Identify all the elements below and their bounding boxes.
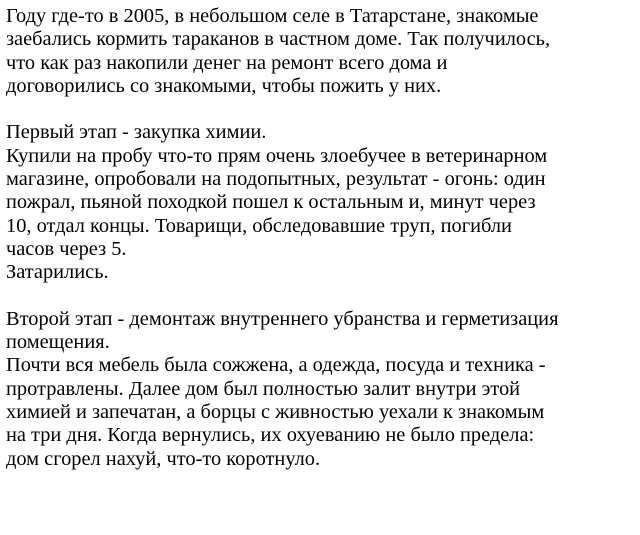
text-line: Первый этап - закупка химии. (6, 121, 267, 144)
paragraph-gap (6, 98, 634, 121)
text-line: заебались кормить тараканов в частном доме. Так получилось, (6, 28, 551, 51)
text-line: пожрал, пьяной походкой пошел к остальным и, минут через (6, 191, 536, 214)
text-line: часов через 5. (6, 237, 127, 260)
paragraph-stage-two (6, 308, 634, 471)
text-line: Второй этап - демонтаж внутреннего убранства и герметизация (6, 307, 559, 330)
text-line: протравлены. Далее дом был полностью залит внутри этой (6, 377, 521, 400)
text-line: помещения. (6, 331, 110, 354)
text-line: договорились со знакомыми, чтобы пожить у них. (6, 74, 442, 97)
text-line: Почти вся мебель была сожжена, а одежда, посуда и техника - (6, 354, 546, 377)
paragraph-gap (6, 285, 634, 308)
text-line: магазине, опробовали на подопытных, результат - огонь: один (6, 168, 546, 191)
text-line: химией и запечатан, а борцы с живностью уехали к знакомым (6, 401, 545, 424)
text-line: Купили на пробу что-то прям очень злоебучее в ветеринарном (6, 144, 548, 167)
paragraph-stage-one (6, 121, 634, 284)
text-line: Году где-то в 2005, в небольшом селе в Татарстане, знакомые (6, 5, 539, 27)
text-line: 10, отдал концы. Товарищи, обследовавшие труп, погибли (6, 214, 512, 237)
text-line: на три дня. Когда вернулись, их охуеванию не было предела: (6, 424, 535, 447)
text-line: дом сгорел нахуй, что-то коротнуло. (6, 447, 321, 470)
text-line: что как раз накопили денег на ремонт всего дома и (6, 51, 448, 74)
text-line: Затарились. (6, 261, 109, 284)
paragraph-intro (6, 5, 634, 98)
